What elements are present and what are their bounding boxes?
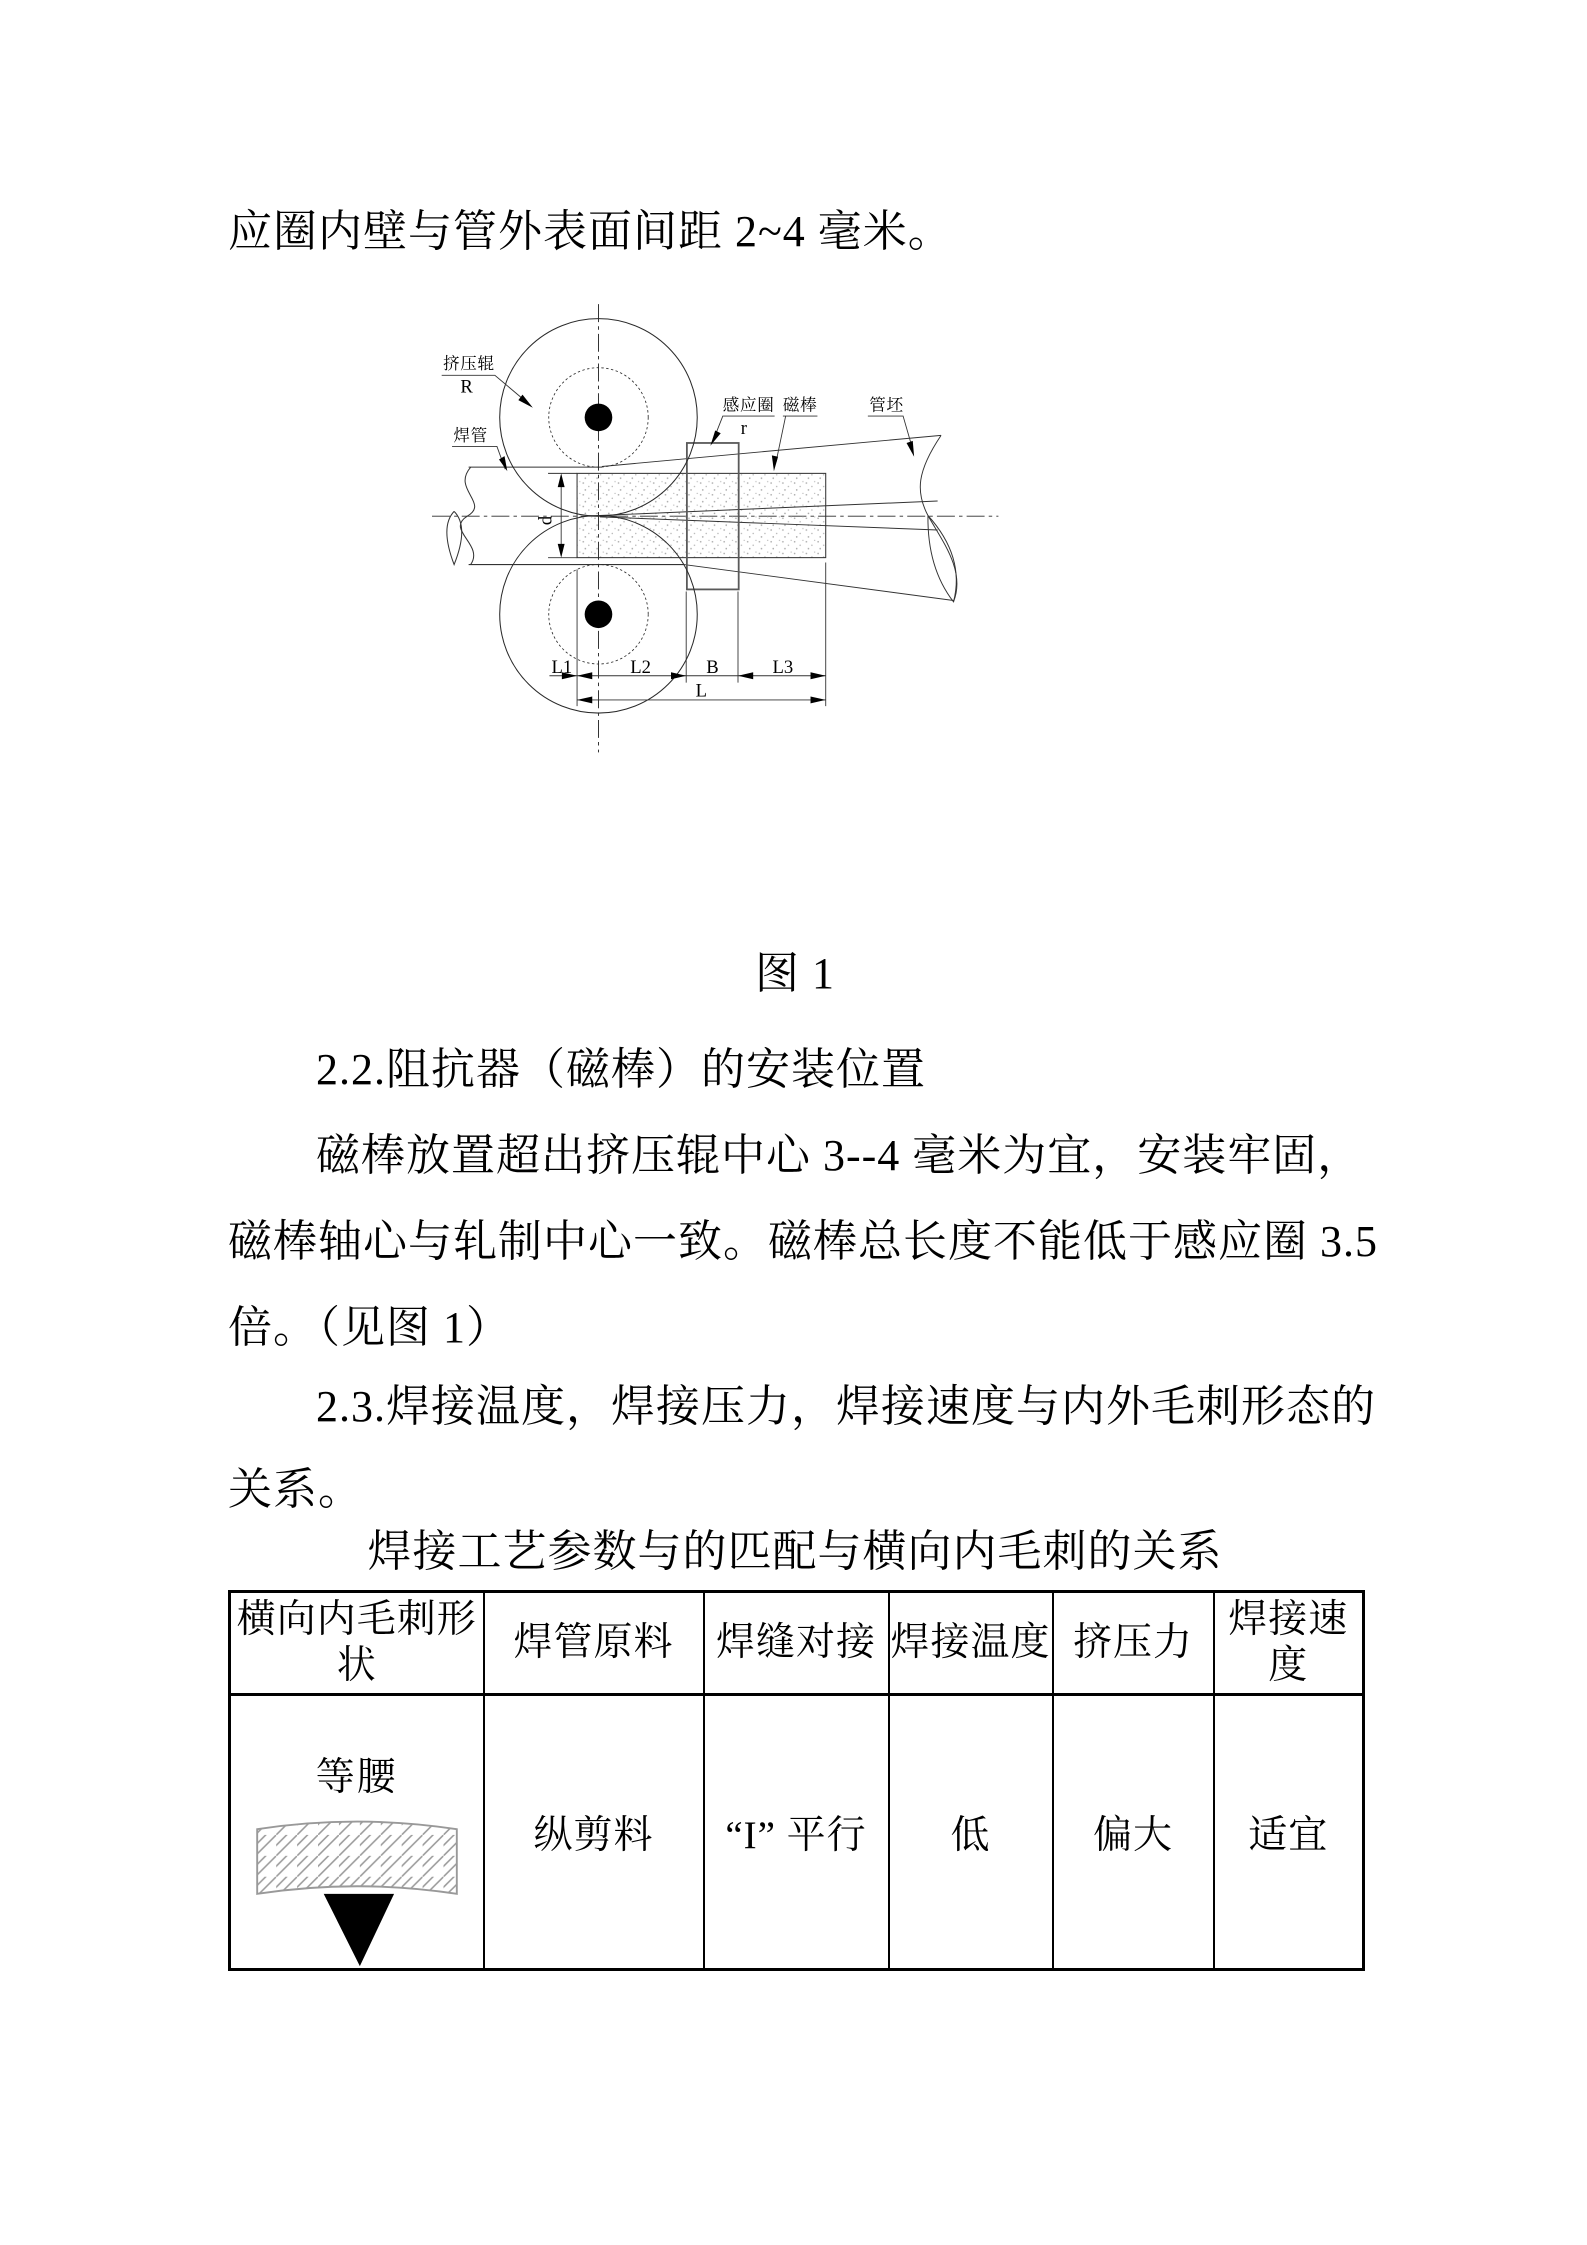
cell-pressure: 偏大 [1053,1695,1214,1970]
table-title: 焊接工艺参数与的匹配与横向内毛刺的关系 [367,1527,1223,1576]
col-header-pressure: 挤压力 [1053,1592,1214,1695]
col-header-burr-shape: 横向内毛刺形状 [230,1592,484,1695]
burr-shape-drawing [250,1814,464,1968]
dimension-d [536,473,565,557]
cell-speed: 适宜 [1214,1695,1364,1970]
label-tube-blank [868,396,914,457]
svg-text:L3: L3 [772,656,794,678]
section-2-3-heading: 2.3.焊接温度，焊接压力，焊接速度与内外毛刺形态的 [316,1382,1376,1431]
table-row [230,1695,1364,1970]
section-2-2-text-line3: 倍。（见图 1） [228,1303,511,1352]
svg-text:L: L [695,680,708,702]
svg-text:d: d [535,515,557,526]
figure1-diagram [330,300,1280,970]
svg-text:L1: L1 [551,656,573,678]
section-2-3-text-line1: 关系。 [228,1465,363,1514]
col-header-material: 焊管原料 [484,1592,704,1695]
svg-text:感应圈: 感应圈 [722,395,775,415]
cell-material: 纵剪料 [484,1695,704,1970]
svg-text:B: B [706,656,719,678]
col-header-seam: 焊缝对接 [704,1592,889,1695]
section-2-2-heading: 2.2.阻抗器（磁棒）的安装位置 [316,1045,926,1094]
burr-shape-label: 等腰 [315,1756,398,1799]
col-header-speed: 焊接速度 [1214,1592,1364,1695]
svg-text:r: r [740,418,747,439]
weld-parameters-table [228,1590,1365,1971]
svg-text:挤压辊: 挤压辊 [443,354,495,374]
col-header-temperature: 焊接温度 [889,1592,1053,1695]
cell-temperature: 低 [889,1695,1053,1970]
table-header-row [230,1592,1364,1695]
figure1-caption: 图 1 [755,949,835,998]
section-2-2-text-line2: 磁棒轴心与轧制中心一致。磁棒总长度不能低于感应圈 3.5 [228,1217,1378,1266]
label-squeeze-roller [442,354,533,408]
label-welded-pipe [452,426,507,471]
svg-text:L2: L2 [630,656,651,678]
section-2-2-text-line1: 磁棒放置超出挤压辊中心 3--4 毫米为宜，安装牢固， [316,1131,1363,1180]
cell-seam: “I” 平行 [704,1695,889,1970]
svg-text:磁棒: 磁棒 [782,395,818,415]
svg-text:R: R [460,376,473,398]
svg-text:管坯: 管坯 [869,395,904,415]
cell-burr-shape [230,1695,484,1970]
label-impeder-bar [772,396,818,472]
paragraph-spacing-line: 应圈内壁与管外表面间距 2~4 毫米。 [228,207,953,256]
svg-text:焊管: 焊管 [453,425,488,445]
label-induction-coil [710,396,774,446]
